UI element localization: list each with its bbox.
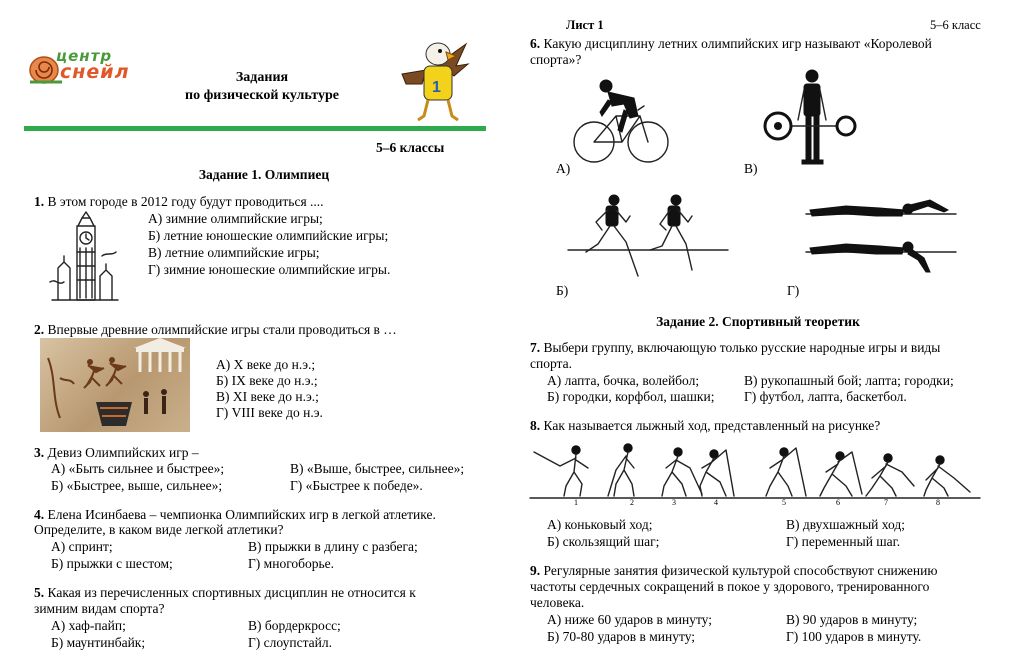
q9-text-line2: частоты сердечных сокращений в покое у здорового, тренированного: [530, 579, 930, 594]
q5-option-c[interactable]: В) бордеркросс;: [248, 618, 341, 633]
q3-stem: [34, 445, 199, 461]
q6-text-line1: Какую дисциплину летних олимпийских игр называют «Королевой: [543, 36, 932, 51]
q1-number: 1.: [34, 194, 45, 209]
q5-stem-line1: [34, 585, 416, 601]
q8-option-c[interactable]: В) двухшажный ход;: [786, 517, 905, 532]
q7-option-d[interactable]: Г) футбол, лапта, баскетбол.: [744, 389, 907, 404]
cyclist-icon: [572, 76, 672, 171]
q6-stem-line1: [530, 36, 932, 52]
q6-text-line2: спорта»?: [530, 52, 582, 67]
q2-option-c[interactable]: В) XI веке до н.э.;: [216, 389, 319, 404]
q9-stem-line1: [530, 563, 937, 579]
task2-title: Задание 2. Спортивный теоретик: [656, 314, 860, 329]
frame-number-3: 3: [672, 498, 676, 507]
grade-right-label: 5–6 класс: [930, 18, 981, 32]
q8-option-b[interactable]: Б) скользящий шаг;: [547, 534, 660, 549]
q4-text-line2: Определите, в каком виде легкой атлетики?: [34, 522, 284, 537]
skier-frames-icon: [530, 438, 980, 508]
q9-option-d[interactable]: Г) 100 ударов в минуту.: [786, 629, 922, 644]
ski-sequence-image: [530, 438, 980, 508]
q4-text-line1: Елена Исинбаева – чемпионка Олимпийских игр в легкой атлетике.: [47, 507, 436, 522]
q6-option-c[interactable]: В): [744, 161, 758, 176]
q7-text-line1: Выбери группу, включающую только русские народные игры и виды: [543, 340, 941, 355]
logo: [26, 47, 168, 86]
q4-number: 4.: [34, 507, 45, 522]
q7-option-a[interactable]: А) лапта, бочка, волейбол;: [547, 373, 700, 388]
q7-stem-line1: [530, 340, 940, 356]
eagle-mascot-icon: [398, 40, 470, 122]
q8-option-a[interactable]: А) коньковый ход;: [547, 517, 653, 532]
frame-number-1: 1: [574, 498, 578, 507]
task1-title: Задание 1. Олимпиец: [198, 167, 330, 182]
q8-option-d[interactable]: Г) переменный шаг.: [786, 534, 901, 549]
q1-option-c[interactable]: В) летние олимпийские игры;: [148, 245, 320, 260]
q4-option-a[interactable]: А) спринт;: [51, 539, 113, 554]
frame-number-4: 4: [714, 498, 718, 507]
q5-option-d[interactable]: Г) слоупстайл.: [248, 635, 332, 650]
page-title-line1: Задания: [235, 70, 289, 85]
q2-text: Впервые древние олимпийские игры стали проводиться в …: [47, 322, 397, 337]
frame-number-5: 5: [782, 498, 786, 507]
q1-option-d[interactable]: Г) зимние юношеские олимпийские игры.: [148, 262, 391, 277]
frame-number-6: 6: [836, 498, 840, 507]
q3-option-a[interactable]: А) «Быть сильнее и быстрее»;: [51, 461, 225, 476]
q9-option-b[interactable]: Б) 70-80 ударов в минуту;: [547, 629, 696, 644]
q7-option-b[interactable]: Б) городки, корфбол, шашки;: [547, 389, 715, 404]
q7-text-line2: спорта.: [530, 356, 572, 371]
q1-text: В этом городе в 2012 году будут проводиться ....: [47, 194, 324, 209]
q8-number: 8.: [530, 418, 541, 433]
q3-text: Девиз Олимпийских игр –: [47, 445, 199, 460]
q2-number: 2.: [34, 322, 45, 337]
page-title-line2: по физической культуре: [185, 88, 339, 103]
q7-number: 7.: [530, 340, 541, 355]
frame-number-8: 8: [936, 498, 940, 507]
runners-icon: [568, 192, 738, 284]
q6-option-a[interactable]: А): [556, 161, 571, 176]
q6-option-d[interactable]: Г): [787, 283, 800, 298]
q3-option-c[interactable]: В) «Выше, быстрее, сильнее»;: [290, 461, 465, 476]
sheet-label: Лист 1: [566, 18, 604, 32]
q3-option-b[interactable]: Б) «Быстрее, выше, сильнее»;: [51, 478, 223, 493]
q2-option-a[interactable]: А) Х веке до н.э.;: [216, 357, 316, 372]
q5-option-a[interactable]: А) хаф-пайп;: [51, 618, 126, 633]
logo-text-bottom: снейл: [60, 61, 130, 83]
q3-option-d[interactable]: Г) «Быстрее к победе».: [290, 478, 423, 493]
ancient-greece-image: [40, 338, 190, 432]
q1-option-b[interactable]: Б) летние юношеские олимпийские игры;: [148, 228, 389, 243]
swimmers-icon: [806, 196, 956, 274]
q2-option-d[interactable]: Г) VIII веке до н.э.: [216, 405, 323, 420]
q6-option-b[interactable]: Б): [556, 283, 569, 298]
q9-number: 9.: [530, 563, 541, 578]
q8-stem: [530, 418, 880, 434]
q4-option-b[interactable]: Б) прыжки с шестом;: [51, 556, 173, 571]
q4-option-d[interactable]: Г) многоборье.: [248, 556, 335, 571]
header-rule: [24, 126, 486, 131]
q4-option-c[interactable]: В) прыжки в длину с разбега;: [248, 539, 418, 554]
q8-text: Как называется лыжный ход, представленный на рисунке?: [543, 418, 881, 433]
q2-stem: [34, 322, 397, 338]
q5-option-b[interactable]: Б) маунтинбайк;: [51, 635, 146, 650]
svg-text:1: 1: [432, 79, 441, 96]
q9-text-line3: человека.: [530, 595, 585, 610]
weightlifter-icon: [764, 68, 854, 168]
frame-number-7: 7: [884, 498, 888, 507]
q3-number: 3.: [34, 445, 45, 460]
q5-text-line1: Какая из перечисленных спортивных дисциплин не относится к: [47, 585, 416, 600]
q9-text-line1: Регулярные занятия физической культурой способствуют снижению: [543, 563, 938, 578]
q1-option-a[interactable]: А) зимние олимпийские игры;: [148, 211, 323, 226]
q5-text-line2: зимним видам спорта?: [34, 601, 165, 616]
q7-option-c[interactable]: В) рукопашный бой; лапта; городки;: [744, 373, 954, 388]
big-ben-tower-icon: [50, 212, 120, 304]
ancient-athletes-icon: [40, 338, 190, 432]
q1-stem: [34, 194, 324, 210]
frame-number-2: 2: [630, 498, 634, 507]
logo-text-top: центр: [56, 47, 113, 65]
q2-option-b[interactable]: Б) IX веке до н.э.;: [216, 373, 318, 388]
q9-option-a[interactable]: А) ниже 60 ударов в минуту;: [547, 612, 713, 627]
q6-number: 6.: [530, 36, 541, 51]
q5-number: 5.: [34, 585, 45, 600]
q4-stem-line1: [34, 507, 436, 523]
grade-label: 5–6 классы: [376, 140, 445, 155]
q9-option-c[interactable]: В) 90 ударов в минуту;: [786, 612, 918, 627]
